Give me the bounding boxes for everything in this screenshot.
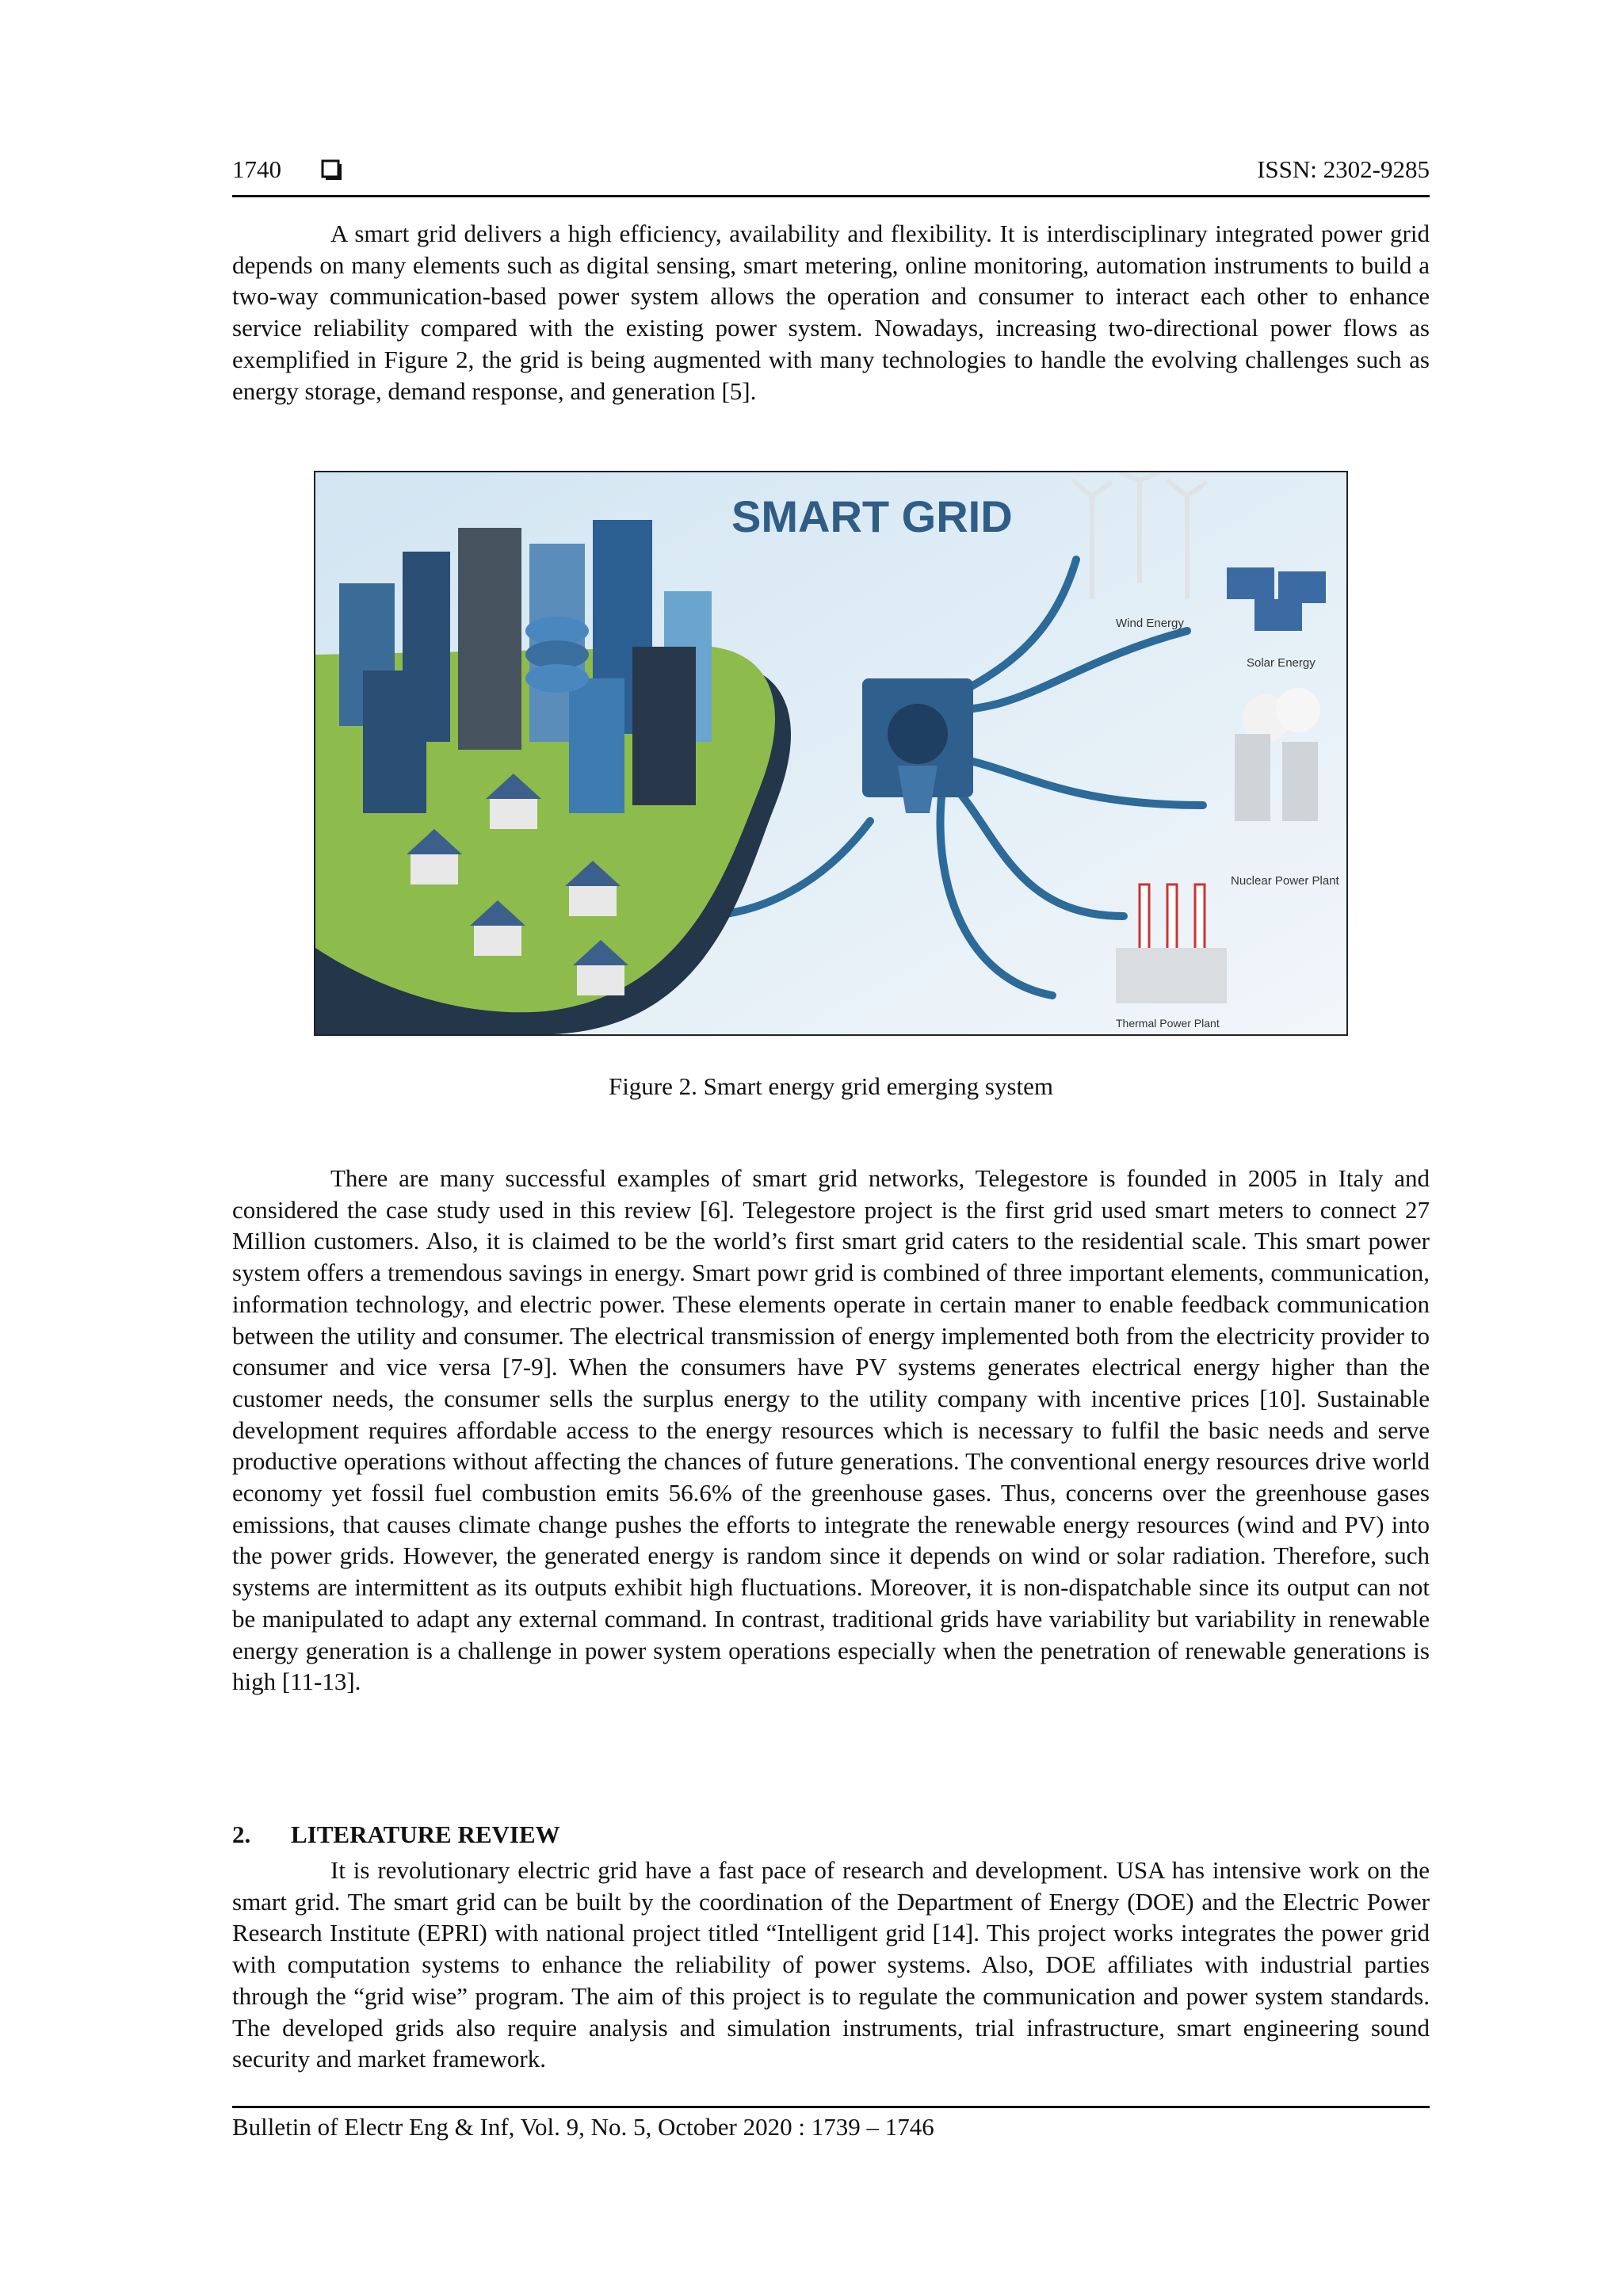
issn: ISSN: 2302-9285 [1257, 155, 1430, 183]
section-number: 2. [232, 1820, 251, 1848]
page-number: 1740 [232, 155, 281, 183]
section-heading [232, 1820, 560, 1849]
socket-face [888, 704, 948, 764]
paragraph-telegestore: There are many successful examples of smart grid networks, Telegestore is founded in 2005 in Italy and considered the case study used in this review [6]. Telegestore project is the first grid used smart meters to connect 27 Million customers. Also, it is claimed to be the world’s first smart grid caters to the residential scale. This smart power system offers a tremendous savings in energy. Smart powr grid is combined of three important elements, communication, information technology, and electric power. These elements operate in certain maner to enable feedback communication between the utility and consumer. The electrical transmission of energy implemented both from the electricity provider to consumer and vice versa [7-9]. When the consumers have PV systems generates electrical energy higher than the customer needs, the consumer sells the surplus energy to the utility company with incentive prices [10]. Sustainable development requires affordable access to the energy resources which is necessary to fulfil the basic needs and serve productive operations without affecting the chances of future generations. The conventional energy resources drive world economy yet fossil fuel combustion emits 56.6% of the greenhouse gases. Thus, concerns over the greenhouse gases emissions, that causes climate change pushes the efforts to integrate the renewable energy resources (wind and PV) into the power grids. However, the generated energy is random since it depends on wind or solar radiation. Therefore, such systems are intermittent as its outputs exhibit high fluctuations. Moreover, it is non-dispatchable since its output can not be manipulated to adapt any external command. In contrast, traditional grids have variability but variability in renewable energy generation is a challenge in power system operations especially when the penetration of renewable generations is high [11-13]. [232, 1164, 1430, 1696]
label-solar: Solar Energy [1247, 656, 1316, 670]
figure-caption: Figure 2. Smart energy grid emerging system [608, 1072, 1054, 1100]
figure-smart-grid [314, 471, 1348, 1036]
label-thermal: Thermal Power Plant [1116, 1017, 1220, 1030]
section-title: LITERATURE REVIEW [291, 1820, 560, 1848]
label-nuclear: Nuclear Power Plant [1231, 874, 1339, 888]
paragraph-intro: A smart grid delivers a high efficiency, availability and flexibility. It is interdisciplinary integrated power grid depends on many elements such as digital sensing, smart metering, online monitoring, automation instruments to build a two-way communication-based power system allows the operation and consumer to interact each other to enhance service reliability compared with the existing power system. Nowadays, increasing two-directional power flows as exemplified in Figure 2, the grid is being augmented with many technologies to handle the evolving challenges such as energy storage, demand response, and generation [5]. [232, 220, 1430, 405]
square-box-icon [321, 159, 343, 181]
label-wind: Wind Energy [1116, 617, 1184, 630]
paragraph-literature: It is revolutionary electric grid have a fast pace of research and development. USA has intensive work on the smart grid. The smart grid can be built by the coordination of the Department of Energy (DOE) and the Electric Power Research Institute (EPRI) with national project titled “Intelligent grid [14]. This project works integrates the power grid with computation systems to enhance the reliability of power systems. Also, DOE affiliates with industrial parties through the “grid wise” program. The aim of this project is to regulate the communication and power system standards. The developed grids also require analysis and simulation instruments, trial infrastructure, smart engineering sound security and market framework. [232, 1856, 1430, 2073]
smart-grid-illustration [315, 472, 1346, 1034]
figure-title: SMART GRID [731, 491, 1013, 541]
page-footer: Bulletin of Electr Eng & Inf, Vol. 9, No. 5, October 2020 : 1739 – 1746 [232, 2106, 1430, 2141]
page-header [232, 155, 1430, 197]
